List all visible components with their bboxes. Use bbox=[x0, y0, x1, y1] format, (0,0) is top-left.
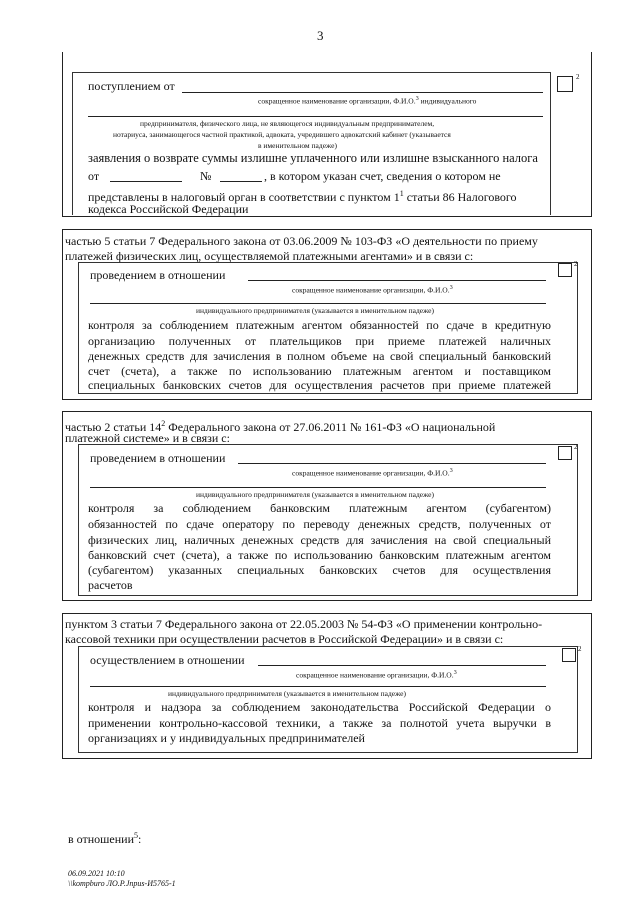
refund-date-field[interactable] bbox=[110, 181, 182, 182]
entity-type-hint-2: нотариуса, занимающегося частной практикой, адвоката, учредившего адвокатский кабинет (указывается bbox=[113, 130, 451, 139]
receipt-from-label: поступлением от bbox=[88, 79, 175, 93]
bank-agents-body-1: контроля за соблюдением банковским платежным агентом (субагентом) bbox=[88, 501, 551, 515]
checkbox-footnote: 2 bbox=[576, 73, 580, 81]
bank-agents-ip-hint: индивидуального предпринимателя (указывается в именительном падеже) bbox=[196, 490, 435, 499]
payment-agents-org-hint: сокращенное наименование организации, Ф.И.О.$^3$ bbox=[292, 284, 453, 295]
in-relation-to-label: в отношении$^5$: bbox=[68, 831, 142, 846]
cash-register-body-3: организациях и у индивидуальных предпринимателей bbox=[88, 731, 365, 745]
bank-agents-org-field[interactable] bbox=[238, 463, 546, 464]
bank-agents-body-6: расчетов bbox=[88, 578, 133, 592]
payment-agents-org-field[interactable] bbox=[248, 280, 546, 281]
payment-agents-body-5: специальных банковских счетов для осуществления расчетов при приеме платежей bbox=[88, 378, 551, 392]
cash-register-conduct-label: осуществлением в отношении bbox=[90, 653, 245, 667]
print-path: \\kompburo ЛО.Р.Jnpus-И5765-1 bbox=[68, 879, 176, 888]
org-name-hint: сокращенное наименование организации, Ф.И.О.$^3$ индивидуального bbox=[258, 95, 477, 106]
refund-paragraph-4: кодекса Российской Федерации bbox=[88, 202, 249, 216]
refund-paragraph-2: , в котором указан счет, сведения о котором не bbox=[264, 169, 501, 183]
bank-agents-body-5: (субагентом) указанных специальных банковских счетов для осуществления bbox=[88, 563, 551, 577]
payment-agents-conduct-label: проведением в отношении bbox=[90, 268, 226, 282]
cash-register-checkbox[interactable] bbox=[562, 648, 576, 662]
bank-agents-checkbox[interactable] bbox=[558, 446, 572, 460]
bank-agents-heading-2: платежной системе» и в связи с: bbox=[65, 431, 230, 445]
receipt-from-field-2[interactable] bbox=[88, 116, 543, 117]
cash-register-org-hint: сокращенное наименование организации, Ф.И.О.$^3$ bbox=[296, 669, 457, 680]
bank-agents-body-3: физических лиц, наличных денежных средств для зачисления на свой специальный bbox=[88, 533, 551, 547]
cash-register-org-field-2[interactable] bbox=[90, 686, 546, 687]
cash-register-heading-2: кассовой техники при осуществлении расчетов в Российской Федерации» и в связи с: bbox=[65, 632, 504, 646]
bank-agents-checkbox-footnote: 2 bbox=[574, 443, 578, 451]
refund-number-label: № bbox=[200, 169, 212, 183]
payment-agents-body-4: счет (счета), а также по использованию платежным агентом и поставщиком bbox=[88, 364, 551, 378]
cash-register-ip-hint: индивидуального предпринимателя (указывается в именительном падеже) bbox=[168, 689, 407, 698]
print-timestamp: 06.09.2021 10:10 bbox=[68, 869, 125, 878]
cash-register-body-2: применении контрольно-кассовой техники, а также за полнотой учета выручки в bbox=[88, 716, 551, 730]
cash-register-checkbox-footnote: 2 bbox=[578, 645, 582, 653]
payment-agents-checkbox[interactable] bbox=[558, 263, 572, 277]
entity-type-hint-1: предпринимателя, физического лица, не являющегося индивидуальным предпринимателем, bbox=[140, 119, 435, 128]
bank-agents-org-hint: сокращенное наименование организации, Ф.И.О.$^3$ bbox=[292, 467, 453, 478]
entity-type-hint-3: в именительном падеже) bbox=[258, 141, 337, 150]
section-checkbox[interactable] bbox=[557, 76, 573, 92]
payment-agents-heading-1: частью 5 статьи 7 Федерального закона от 03.06.2009 № 103-ФЗ «О деятельности по приему bbox=[65, 234, 538, 248]
refund-number-field[interactable] bbox=[220, 181, 262, 182]
payment-agents-checkbox-footnote: 2 bbox=[574, 260, 578, 268]
bank-agents-conduct-label: проведением в отношении bbox=[90, 451, 226, 465]
bank-agents-body-4: банковский счет (счета), а также по использованию банковским платежным агентом bbox=[88, 548, 551, 562]
receipt-from-field[interactable] bbox=[182, 92, 543, 93]
refund-date-label: от bbox=[88, 169, 100, 183]
payment-agents-ip-hint: индивидуального предпринимателя (указывается в именительном падеже) bbox=[196, 306, 435, 315]
refund-paragraph-1: заявления о возврате суммы излишне уплаченного или излишне взысканного налога bbox=[88, 151, 538, 165]
cash-register-heading-1: пунктом 3 статьи 7 Федерального закона от 22.05.2003 № 54-ФЗ «О применении контрольно- bbox=[65, 617, 543, 631]
bank-agents-body-2: обязанностей по сдаче оператору по переводу денежных средств, полученных от bbox=[88, 517, 551, 531]
payment-agents-body-3: денежных средств для зачисления в полном объеме на свой специальный банковский bbox=[88, 349, 551, 363]
cash-register-org-field[interactable] bbox=[258, 665, 546, 666]
payment-agents-body-1: контроля за соблюдением платежным агентом обязанностей по сдаче в кредитную bbox=[88, 318, 551, 332]
payment-agents-org-field-2[interactable] bbox=[90, 303, 546, 304]
bank-agents-org-field-2[interactable] bbox=[90, 487, 546, 488]
refund-paragraph-3: представлены в налоговый орган в соответствии с пунктом $1^1$ статьи 86 Налогового bbox=[88, 189, 517, 204]
payment-agents-heading-2: платежей физических лиц, осуществляемой платежными агентами» и в связи с: bbox=[65, 249, 474, 263]
cash-register-body-1: контроля и надзора за соблюдением законодательства Российской Федерации о bbox=[88, 700, 551, 714]
page-number: 3 bbox=[317, 28, 324, 43]
bank-agents-heading-1: частью 2 статьи $14^2$ Федерального закона от 27.06.2011 № 161-ФЗ «О национальной bbox=[65, 419, 496, 434]
payment-agents-body-2: организацию полученных от плательщиков при приеме платежей наличных bbox=[88, 334, 551, 348]
